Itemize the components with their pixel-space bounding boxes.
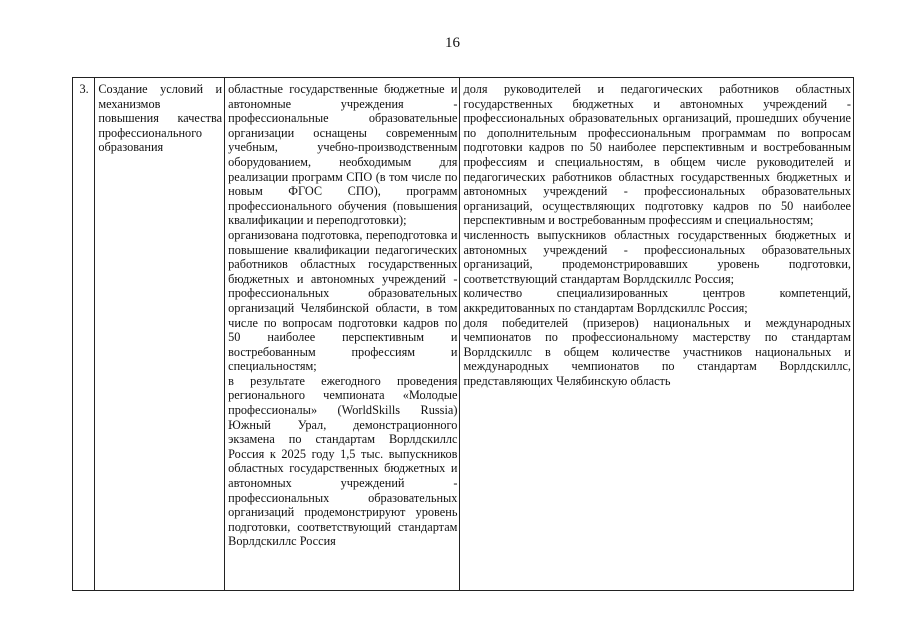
goal-text: Создание условий и механизмов повышения качества профессионального образования: [98, 82, 223, 155]
expected-results-cell: [225, 78, 460, 591]
row-number-cell: [73, 78, 95, 591]
result-item: организована подготовка, переподготовка и повышение квалификации педагогических работников областных государственных бюджетных и автономных учреждений - профессиональных образовательных организаций Челябинской области, в том числе по вопросам подготовки кадров по 50 наиболее перспективным и востребованным профессиям и специальностям;: [228, 227, 458, 374]
result-item: областные государственные бюджетные и автономные учреждения - профессиональные образовательные организации оснащены современным учебным, учебно-производственным оборудованием, необходимым для реализации программ СПО (в том числе по новым ФГОС СПО), программ профессионального обучения (повышения квалификации и переподготовки);: [228, 82, 458, 228]
table-row: [73, 78, 854, 591]
indicator-item: доля победителей (призеров) национальных и международных чемпионатов по профессиональному мастерству по стандартам Ворлдскиллс в общем количестве участников национальных и международных чемпионатов по стандартам Ворлдскиллс, представляющих Челябинскую область: [463, 315, 851, 388]
indicator-item: численность выпускников областных государственных бюджетных и автономных учреждений - профессиональных образовательных организаций, продемонстрировавших уровень подготовки, соответствующий стандартам Ворлдскиллс Россия;: [463, 227, 851, 286]
row-number: 3.: [79, 82, 89, 96]
program-table: [72, 77, 854, 591]
result-item: в результате ежегодного проведения регионального чемпионата «Молодые профессионалы» (WorldSkills Russia) Южный Урал, демонстрационного экзамена по стандартам Ворлдскиллс Россия к 2025 году 1,5 тыс. выпускников областных государственных бюджетных и автономных учреждений - профессиональных образовательных организаций продемонстрируют уровень подготовки, соответствующий стандартам Ворлдскиллс Россия: [228, 373, 458, 549]
indicator-item: количество специализированных центров компетенций, аккредитованных по стандартам Ворлдскиллс Россия;: [463, 286, 851, 315]
indicators-cell: [460, 78, 854, 591]
indicator-item: доля руководителей и педагогических работников областных государственных бюджетных и автономных учреждений - профессиональных образовательных организаций, прошедших обучение по дополнительным профессиональным программам по вопросам подготовки кадров по 50 наиболее перспективным и востребованным профессиям и специальностям, в общем числе руководителей и педагогических работников областных государственных бюджетных и автономных учреждений - профессиональных образовательных организаций, осуществляющих подготовку кадров по 50 наиболее перспективным и востребованным профессиям и специальностям;: [463, 82, 851, 228]
goal-cell: [95, 78, 225, 591]
page-number: 16: [445, 35, 460, 51]
